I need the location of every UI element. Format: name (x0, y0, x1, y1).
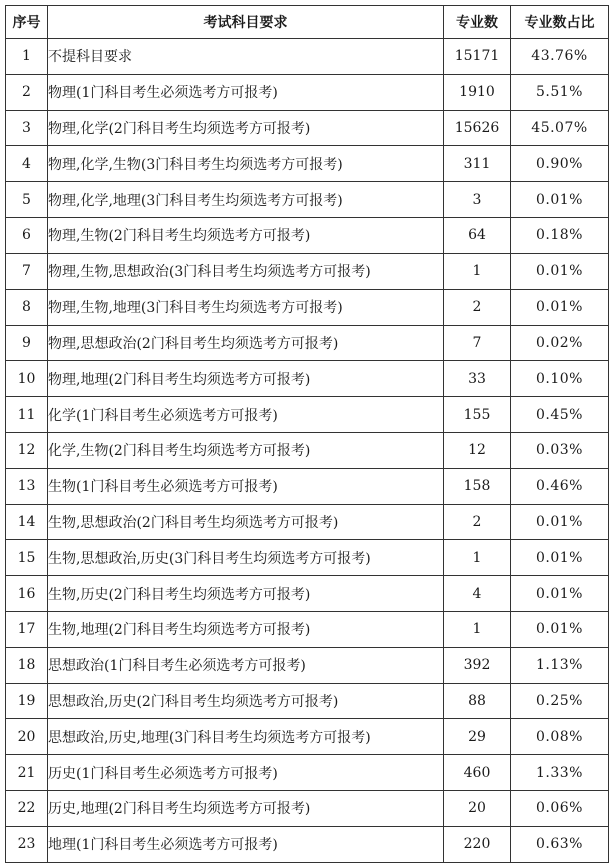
row-count: 460 (444, 755, 511, 791)
row-ratio: 0.45% (511, 397, 609, 433)
table-row (6, 576, 609, 612)
table-row (6, 647, 609, 683)
row-requirement: 物理,生物,地理(3门科目考生均须选考方可报考) (48, 289, 444, 325)
table-row (6, 612, 609, 648)
header-requirement: 考试科目要求 (48, 6, 444, 39)
row-ratio: 5.51% (511, 74, 609, 110)
table-row (6, 361, 609, 397)
row-count: 64 (444, 218, 511, 254)
row-ratio: 0.01% (511, 540, 609, 576)
row-count: 12 (444, 432, 511, 468)
row-requirement: 化学(1门科目考生必须选考方可报考) (48, 397, 444, 433)
row-ratio: 0.01% (511, 576, 609, 612)
row-index: 2 (6, 74, 48, 110)
table-row (6, 432, 609, 468)
row-count: 2 (444, 289, 511, 325)
row-count: 311 (444, 146, 511, 182)
table-body (6, 39, 609, 863)
row-index: 4 (6, 146, 48, 182)
row-requirement: 物理,化学,地理(3门科目考生均须选考方可报考) (48, 182, 444, 218)
row-ratio: 0.06% (511, 791, 609, 827)
row-count: 20 (444, 791, 511, 827)
row-requirement: 历史(1门科目考生必须选考方可报考) (48, 755, 444, 791)
table-row (6, 325, 609, 361)
row-requirement: 物理,化学,生物(3门科目考生均须选考方可报考) (48, 146, 444, 182)
row-count: 1910 (444, 74, 511, 110)
table-row (6, 468, 609, 504)
row-ratio: 0.46% (511, 468, 609, 504)
table-row (6, 39, 609, 75)
header-index: 序号 (6, 6, 48, 39)
table-row (6, 397, 609, 433)
row-requirement: 不提科目要求 (48, 39, 444, 75)
table-row (6, 146, 609, 182)
row-index: 11 (6, 397, 48, 433)
table-row (6, 289, 609, 325)
table-header (6, 6, 609, 39)
row-ratio: 0.01% (511, 504, 609, 540)
row-requirement: 思想政治(1门科目考生必须选考方可报考) (48, 647, 444, 683)
row-requirement: 物理,地理(2门科目考生均须选考方可报考) (48, 361, 444, 397)
row-index: 3 (6, 110, 48, 146)
subject-requirements-table (5, 5, 609, 863)
header-count: 专业数 (444, 6, 511, 39)
row-requirement: 思想政治,历史,地理(3门科目考生均须选考方可报考) (48, 719, 444, 755)
row-count: 158 (444, 468, 511, 504)
row-count: 1 (444, 540, 511, 576)
row-ratio: 45.07% (511, 110, 609, 146)
row-index: 9 (6, 325, 48, 361)
row-count: 33 (444, 361, 511, 397)
row-count: 29 (444, 719, 511, 755)
row-requirement: 物理,化学(2门科目考生均须选考方可报考) (48, 110, 444, 146)
row-requirement: 历史,地理(2门科目考生均须选考方可报考) (48, 791, 444, 827)
row-ratio: 1.33% (511, 755, 609, 791)
row-ratio: 0.01% (511, 289, 609, 325)
row-ratio: 43.76% (511, 39, 609, 75)
row-requirement: 化学,生物(2门科目考生均须选考方可报考) (48, 432, 444, 468)
row-requirement: 地理(1门科目考生必须选考方可报考) (48, 826, 444, 862)
row-requirement: 生物,历史(2门科目考生均须选考方可报考) (48, 576, 444, 612)
table-row (6, 683, 609, 719)
table-row (6, 253, 609, 289)
row-count: 7 (444, 325, 511, 361)
row-index: 8 (6, 289, 48, 325)
row-index: 10 (6, 361, 48, 397)
row-ratio: 0.18% (511, 218, 609, 254)
row-requirement: 物理,思想政治(2门科目考生均须选考方可报考) (48, 325, 444, 361)
row-ratio: 0.63% (511, 826, 609, 862)
row-index: 14 (6, 504, 48, 540)
row-index: 5 (6, 182, 48, 218)
table-row (6, 218, 609, 254)
row-ratio: 0.01% (511, 182, 609, 218)
row-count: 88 (444, 683, 511, 719)
row-count: 2 (444, 504, 511, 540)
row-requirement: 思想政治,历史(2门科目考生均须选考方可报考) (48, 683, 444, 719)
row-count: 392 (444, 647, 511, 683)
row-requirement: 生物,思想政治,历史(3门科目考生均须选考方可报考) (48, 540, 444, 576)
row-requirement: 物理,生物,思想政治(3门科目考生均须选考方可报考) (48, 253, 444, 289)
row-count: 4 (444, 576, 511, 612)
row-count: 155 (444, 397, 511, 433)
table-row (6, 504, 609, 540)
row-requirement: 生物,思想政治(2门科目考生均须选考方可报考) (48, 504, 444, 540)
table-row (6, 110, 609, 146)
row-index: 21 (6, 755, 48, 791)
row-ratio: 0.90% (511, 146, 609, 182)
header-ratio: 专业数占比 (511, 6, 609, 39)
row-requirement: 生物(1门科目考生必须选考方可报考) (48, 468, 444, 504)
row-index: 18 (6, 647, 48, 683)
row-count: 1 (444, 612, 511, 648)
table-row (6, 791, 609, 827)
row-ratio: 0.03% (511, 432, 609, 468)
row-ratio: 0.02% (511, 325, 609, 361)
row-count: 3 (444, 182, 511, 218)
row-requirement: 物理,生物(2门科目考生均须选考方可报考) (48, 218, 444, 254)
row-index: 19 (6, 683, 48, 719)
row-index: 15 (6, 540, 48, 576)
table-row (6, 755, 609, 791)
table-row (6, 719, 609, 755)
row-index: 23 (6, 826, 48, 862)
row-index: 1 (6, 39, 48, 75)
row-requirement: 物理(1门科目考生必须选考方可报考) (48, 74, 444, 110)
row-count: 1 (444, 253, 511, 289)
row-ratio: 0.08% (511, 719, 609, 755)
row-index: 6 (6, 218, 48, 254)
row-index: 20 (6, 719, 48, 755)
row-ratio: 0.01% (511, 253, 609, 289)
row-index: 7 (6, 253, 48, 289)
row-index: 17 (6, 612, 48, 648)
row-requirement: 生物,地理(2门科目考生均须选考方可报考) (48, 612, 444, 648)
row-ratio: 1.13% (511, 647, 609, 683)
table-row (6, 540, 609, 576)
table-row (6, 182, 609, 218)
table-row (6, 826, 609, 862)
row-index: 13 (6, 468, 48, 504)
row-ratio: 0.01% (511, 612, 609, 648)
header-row (6, 6, 609, 39)
row-index: 16 (6, 576, 48, 612)
row-index: 12 (6, 432, 48, 468)
table-row (6, 74, 609, 110)
row-count: 15626 (444, 110, 511, 146)
row-ratio: 0.10% (511, 361, 609, 397)
row-ratio: 0.25% (511, 683, 609, 719)
row-count: 220 (444, 826, 511, 862)
row-index: 22 (6, 791, 48, 827)
row-count: 15171 (444, 39, 511, 75)
